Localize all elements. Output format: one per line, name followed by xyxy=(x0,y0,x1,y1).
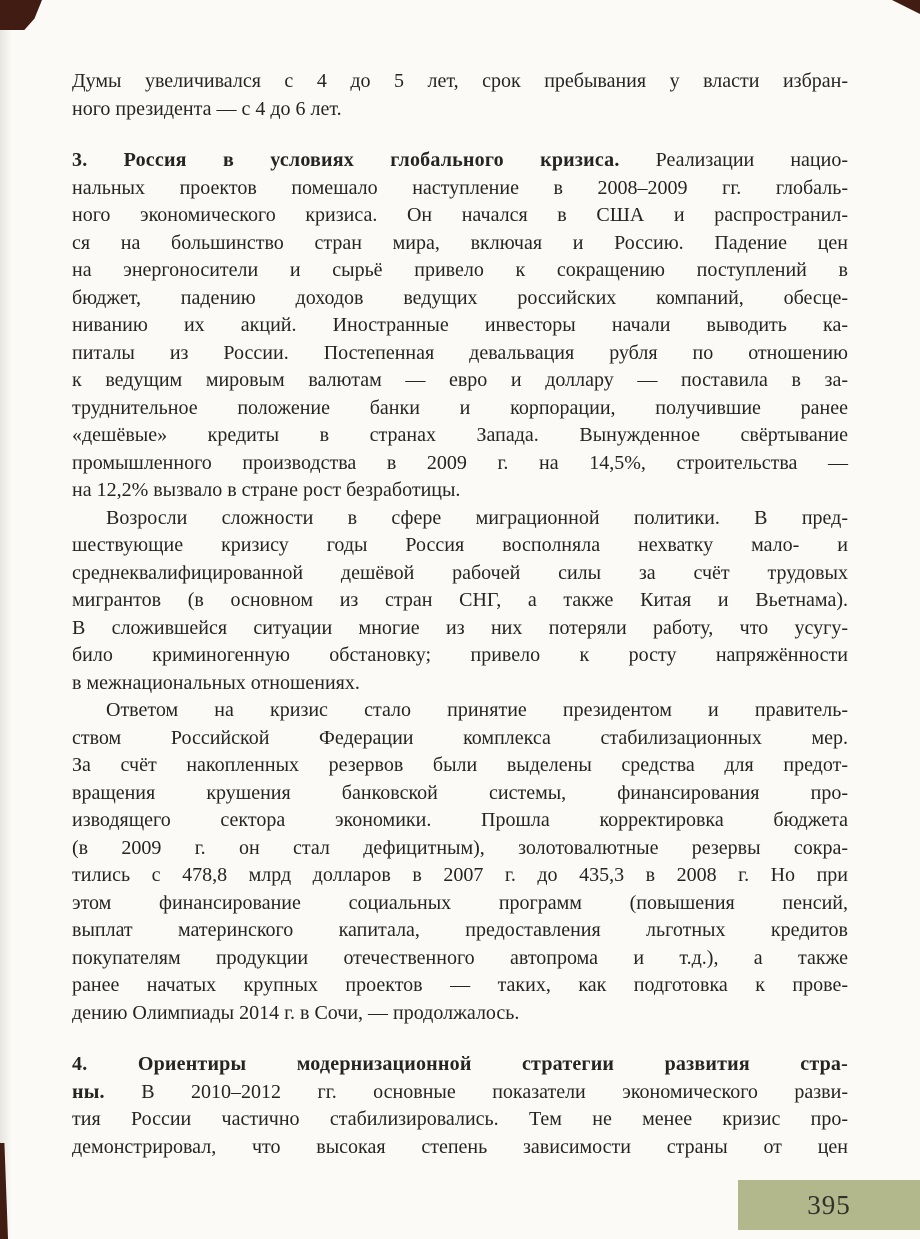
left-edge-shadow xyxy=(0,0,12,1239)
text-line xyxy=(72,945,848,973)
section-heading: ны. xyxy=(72,1080,105,1103)
line-text: ного президента — с 4 до 6 лет. xyxy=(72,97,342,120)
text-line xyxy=(72,175,848,203)
section-paragraph xyxy=(72,1051,848,1161)
line-text: било криминогенную обстановку; привело к росту напряжённости xyxy=(72,644,848,666)
section-paragraph xyxy=(72,147,848,505)
text-line xyxy=(72,285,848,313)
text-line xyxy=(72,725,848,753)
text-line xyxy=(72,780,848,808)
line-text: промышленного производства в 2009 г. на 14,5%, строительства — xyxy=(72,451,848,474)
line-text: питалы из России. Постепенная девальвация рубля по отношению xyxy=(72,341,848,364)
line-text: ранее начатых крупных проектов — таких, как подготовка к прове- xyxy=(72,974,848,996)
text-content xyxy=(72,68,848,1161)
line-text: на энергоносители и сырьё привело к сокращению поступлений в xyxy=(72,259,848,281)
text-line xyxy=(72,587,848,615)
line-text: выплат материнского капитала, предоставления льготных кредитов xyxy=(72,919,848,941)
line-text: За счёт накопленных резервов были выделены средства для предот- xyxy=(72,754,848,776)
line-text: Ответом на кризис стало принятие президентом и правитель- xyxy=(106,699,848,721)
scan-artifact-bottom-left xyxy=(0,1143,8,1239)
line-text: бюджет, падению доходов ведущих российских компаний, обесце- xyxy=(72,286,848,309)
text-line xyxy=(72,96,848,124)
line-text: Думы увеличивался с 4 до 5 лет, срок пребывания у власти избран- xyxy=(72,70,848,92)
line-text: Возросли сложности в сфере миграционной политики. В пред- xyxy=(106,506,848,529)
line-text: нальных проектов помешало наступление в 2008–2009 гг. глобаль- xyxy=(72,176,848,199)
line-text: ством Российской Федерации комплекса стабилизационных мер. xyxy=(72,726,848,749)
scan-artifact-top-left xyxy=(0,0,42,30)
line-text: В сложившейся ситуации многие из них потеряли работу, что усугу- xyxy=(72,616,848,639)
paragraph xyxy=(72,505,848,698)
line-text: труднительное положение банки и корпорации, получившие ранее xyxy=(72,396,848,419)
line-text: мигрантов (в основном из стран СНГ, а также Китая и Вьетнама). xyxy=(72,589,848,611)
text-line xyxy=(72,1079,848,1107)
line-text: В 2010–2012 гг. основные показатели экономического разви- xyxy=(104,1080,848,1103)
text-line xyxy=(72,312,848,340)
line-text: шествующие кризису годы Россия восполняла нехватку мало- и xyxy=(72,534,848,556)
section-heading: 4. Ориентиры модернизационной стратегии развития стра- xyxy=(72,1053,848,1075)
text-line xyxy=(72,477,848,505)
section-heading: 3. Россия в условиях глобального кризиса. xyxy=(72,149,620,171)
line-text: ного экономического кризиса. Он начался в США и распространил- xyxy=(72,204,848,226)
scan-artifact-top-right xyxy=(892,0,920,14)
line-text: покупателям продукции отечественного автопрома и т.д.), а также xyxy=(72,946,848,969)
text-line xyxy=(72,450,848,478)
paragraph xyxy=(72,697,848,1027)
line-text: вращения крушения банковской системы, финансирования про- xyxy=(72,781,848,804)
text-line xyxy=(72,68,848,96)
line-text: демонстрировал, что высокая степень зависимости страны от цен xyxy=(72,1135,848,1158)
text-line xyxy=(72,560,848,588)
line-text: среднеквалифицированной дешёвой рабочей силы за счёт трудовых xyxy=(72,561,848,584)
text-line xyxy=(72,1134,848,1162)
line-text: «дешёвые» кредиты в странах Запада. Вынужденное свёртывание xyxy=(72,424,848,446)
text-line xyxy=(72,807,848,835)
text-line xyxy=(72,367,848,395)
line-text: к ведущим мировым валютам — евро и доллару — поставила в за- xyxy=(72,369,848,391)
line-text: ся на большинство стран мира, включая и Россию. Падение цен xyxy=(72,231,848,254)
text-line xyxy=(72,230,848,258)
page-number: 395 xyxy=(807,1189,851,1220)
line-text: тия России частично стабилизировались. Тем не менее кризис про- xyxy=(72,1108,848,1130)
text-line xyxy=(72,862,848,890)
text-line xyxy=(72,532,848,560)
text-line xyxy=(72,615,848,643)
text-line xyxy=(72,1000,848,1028)
text-line xyxy=(72,257,848,285)
line-text: на 12,2% вызвало в стране рост безработицы. xyxy=(72,479,461,501)
line-text: тились с 478,8 млрд долларов в 2007 г. до 435,3 в 2008 г. Но при xyxy=(72,864,848,886)
text-line xyxy=(72,1106,848,1134)
line-text: этом финансирование социальных программ (повышения пенсий, xyxy=(72,891,848,914)
text-line xyxy=(72,670,848,698)
line-text: ниванию их акций. Иностранные инвесторы начали выводить ка- xyxy=(72,314,848,336)
text-line xyxy=(72,835,848,863)
text-line xyxy=(72,202,848,230)
text-line xyxy=(72,340,848,368)
text-line xyxy=(72,422,848,450)
text-line xyxy=(72,917,848,945)
page-number-badge xyxy=(738,1180,920,1230)
text-line xyxy=(72,1051,848,1079)
paragraph xyxy=(72,68,848,123)
line-text: в межнациональных отношениях. xyxy=(72,671,360,694)
text-line xyxy=(72,642,848,670)
text-line xyxy=(72,505,848,533)
text-line xyxy=(72,890,848,918)
line-text: Реализации нацио- xyxy=(619,149,848,171)
text-line xyxy=(72,752,848,780)
text-line xyxy=(72,147,848,175)
line-text: дению Олимпиады 2014 г. в Сочи, — продолжалось. xyxy=(72,1001,520,1024)
line-text: (в 2009 г. он стал дефицитным), золотовалютные резервы сокра- xyxy=(72,836,848,859)
line-text: изводящего сектора экономики. Прошла корректировка бюджета xyxy=(72,809,848,831)
text-line xyxy=(72,395,848,423)
text-line xyxy=(72,972,848,1000)
text-line xyxy=(72,697,848,725)
